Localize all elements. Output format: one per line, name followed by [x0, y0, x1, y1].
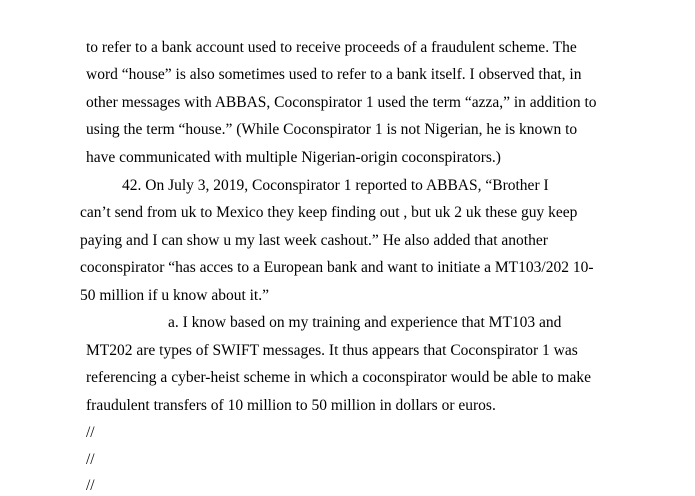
separator-slashes: //: [86, 451, 95, 468]
text-line: coconspirator “has acces to a European bank and want to initiate a MT103/202 10-: [80, 259, 594, 276]
text-line: word “house” is also sometimes used to refer to a bank itself. I observed that, in: [86, 66, 582, 83]
text-line: MT202 are types of SWIFT messages. It thus appears that Coconspirator 1 was: [86, 342, 578, 359]
text-line: other messages with ABBAS, Coconspirator 1 used the term “azza,” in addition to: [86, 94, 597, 111]
text-line: can’t send from uk to Mexico they keep finding out , but uk 2 uk these guy keep: [80, 204, 578, 221]
text-line: have communicated with multiple Nigerian-origin coconspirators.): [86, 149, 501, 166]
paragraph-42-start: 42. On July 3, 2019, Coconspirator 1 reported to ABBAS, “Brother I: [122, 177, 549, 194]
separator-slashes: //: [86, 477, 95, 494]
text-line: to refer to a bank account used to receive proceeds of a fraudulent scheme. The: [86, 39, 577, 56]
separator-slashes: //: [86, 424, 95, 441]
subparagraph-a-start: a. I know based on my training and experience that MT103 and: [168, 314, 562, 331]
text-line: referencing a cyber-heist scheme in which a coconspirator would be able to make: [86, 369, 591, 386]
text-line: 50 million if u know about it.”: [80, 287, 269, 304]
text-line: using the term “house.” (While Coconspirator 1 is not Nigerian, he is known to: [86, 121, 578, 138]
text-line: fraudulent transfers of 10 million to 50 million in dollars or euros.: [86, 397, 496, 414]
text-line: paying and I can show u my last week cashout.” He also added that another: [80, 232, 548, 249]
